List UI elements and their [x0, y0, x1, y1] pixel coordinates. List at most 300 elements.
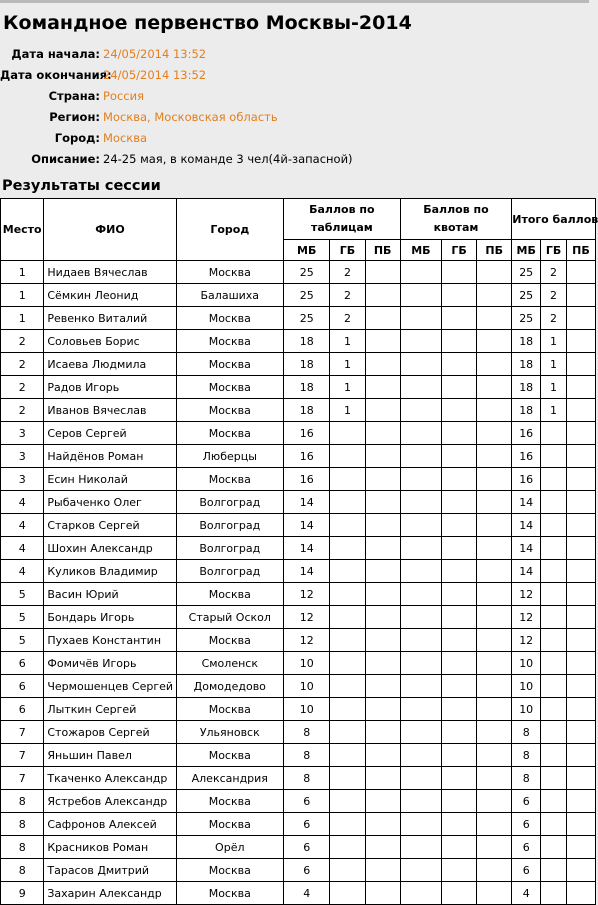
cell-tables-mb: 16 [283, 468, 329, 491]
cell-total-gb [541, 583, 567, 606]
cell-tables-gb [330, 698, 365, 721]
info-country [0, 86, 589, 107]
cell-place: 1 [1, 307, 44, 330]
cell-quotas-pb [477, 767, 512, 790]
cell-quotas-mb [400, 284, 441, 307]
cell-quotas-pb [477, 698, 512, 721]
cell-quotas-pb [477, 468, 512, 491]
cell-quotas-gb [442, 882, 477, 905]
cell-tables-gb [330, 790, 365, 813]
table-row [1, 537, 596, 560]
table-row [1, 859, 596, 882]
cell-tables-gb [330, 744, 365, 767]
cell-quotas-mb [400, 445, 441, 468]
header-gb: ГБ [330, 240, 365, 261]
cell-tables-pb [365, 652, 400, 675]
cell-tables-mb: 25 [283, 261, 329, 284]
cell-quotas-mb [400, 767, 441, 790]
cell-quotas-mb [400, 882, 441, 905]
cell-tables-mb: 10 [283, 698, 329, 721]
cell-name: Ревенко Виталий [44, 307, 176, 330]
cell-place: 7 [1, 744, 44, 767]
cell-name: Фомичёв Игорь [44, 652, 176, 675]
table-row [1, 652, 596, 675]
cell-quotas-pb [477, 583, 512, 606]
cell-quotas-gb [442, 261, 477, 284]
cell-tables-mb: 18 [283, 399, 329, 422]
cell-total-gb [541, 560, 567, 583]
info-city [0, 128, 589, 149]
cell-tables-gb [330, 813, 365, 836]
cell-city: Старый Оскол [176, 606, 283, 629]
cell-quotas-gb [442, 859, 477, 882]
cell-city: Ульяновск [176, 721, 283, 744]
cell-total-gb [541, 721, 567, 744]
header-by-tables: Баллов по таблицам [283, 199, 400, 240]
cell-place: 1 [1, 284, 44, 307]
cell-tables-gb [330, 721, 365, 744]
cell-tables-pb [365, 583, 400, 606]
cell-quotas-pb [477, 353, 512, 376]
cell-city: Волгоград [176, 491, 283, 514]
description-text: 24-25 мая, в команде 3 чел(4й-запасной) [103, 152, 353, 166]
cell-city: Балашиха [176, 284, 283, 307]
cell-quotas-mb [400, 399, 441, 422]
cell-total-pb [566, 491, 595, 514]
cell-name: Тарасов Дмитрий [44, 859, 176, 882]
table-row [1, 491, 596, 514]
info-description [0, 149, 589, 170]
cell-tables-pb [365, 399, 400, 422]
cell-quotas-pb [477, 790, 512, 813]
cell-quotas-pb [477, 514, 512, 537]
cell-total-mb: 14 [512, 514, 541, 537]
cell-total-mb: 14 [512, 491, 541, 514]
cell-place: 4 [1, 560, 44, 583]
cell-quotas-mb [400, 307, 441, 330]
cell-total-mb: 6 [512, 790, 541, 813]
cell-quotas-mb [400, 537, 441, 560]
cell-total-mb: 6 [512, 859, 541, 882]
cell-tables-mb: 18 [283, 330, 329, 353]
cell-quotas-gb [442, 353, 477, 376]
cell-total-pb [566, 744, 595, 767]
cell-place: 7 [1, 767, 44, 790]
cell-city: Москва [176, 629, 283, 652]
cell-tables-pb [365, 560, 400, 583]
cell-tables-pb [365, 744, 400, 767]
cell-name: Соловьев Борис [44, 330, 176, 353]
cell-quotas-pb [477, 560, 512, 583]
header-total: Итого баллов [512, 199, 596, 240]
cell-city: Москва [176, 698, 283, 721]
cell-total-gb [541, 491, 567, 514]
cell-quotas-gb [442, 560, 477, 583]
table-row [1, 376, 596, 399]
cell-tables-mb: 8 [283, 721, 329, 744]
cell-name: Васин Юрий [44, 583, 176, 606]
info-label: Город: [54, 131, 100, 145]
cell-quotas-gb [442, 514, 477, 537]
cell-tables-mb: 12 [283, 583, 329, 606]
cell-total-pb [566, 537, 595, 560]
cell-total-mb: 10 [512, 675, 541, 698]
cell-quotas-pb [477, 629, 512, 652]
cell-tables-mb: 12 [283, 606, 329, 629]
cell-quotas-pb [477, 445, 512, 468]
cell-quotas-pb [477, 330, 512, 353]
cell-total-pb [566, 284, 595, 307]
cell-quotas-gb [442, 744, 477, 767]
cell-place: 8 [1, 790, 44, 813]
cell-tables-gb [330, 652, 365, 675]
cell-quotas-mb [400, 813, 441, 836]
cell-quotas-mb [400, 629, 441, 652]
cell-total-gb: 1 [541, 376, 567, 399]
cell-quotas-pb [477, 606, 512, 629]
cell-place: 5 [1, 606, 44, 629]
cell-total-gb [541, 652, 567, 675]
header-gb: ГБ [541, 240, 567, 261]
cell-quotas-pb [477, 859, 512, 882]
cell-place: 9 [1, 882, 44, 905]
cell-total-gb [541, 698, 567, 721]
cell-total-mb: 6 [512, 813, 541, 836]
cell-tables-pb [365, 491, 400, 514]
cell-quotas-pb [477, 261, 512, 284]
cell-total-pb [566, 422, 595, 445]
cell-name: Серов Сергей [44, 422, 176, 445]
cell-tables-mb: 8 [283, 744, 329, 767]
table-row [1, 675, 596, 698]
cell-total-gb [541, 767, 567, 790]
cell-city: Люберцы [176, 445, 283, 468]
cell-quotas-gb [442, 721, 477, 744]
cell-city: Москва [176, 859, 283, 882]
info-end-date [0, 65, 589, 86]
cell-tables-gb: 1 [330, 376, 365, 399]
cell-tables-mb: 6 [283, 790, 329, 813]
cell-tables-gb [330, 859, 365, 882]
cell-tables-mb: 10 [283, 675, 329, 698]
info-label: Регион: [49, 110, 100, 124]
info-start-date [0, 44, 589, 65]
cell-tables-pb [365, 261, 400, 284]
cell-total-pb [566, 859, 595, 882]
cell-total-pb [566, 652, 595, 675]
cell-tables-pb [365, 859, 400, 882]
cell-total-gb [541, 744, 567, 767]
cell-tables-mb: 6 [283, 859, 329, 882]
cell-tables-gb: 2 [330, 307, 365, 330]
table-row [1, 698, 596, 721]
cell-total-gb: 1 [541, 330, 567, 353]
cell-quotas-mb [400, 790, 441, 813]
cell-quotas-gb [442, 376, 477, 399]
table-row [1, 284, 596, 307]
cell-place: 5 [1, 583, 44, 606]
cell-name: Куликов Владимир [44, 560, 176, 583]
table-row [1, 629, 596, 652]
cell-quotas-mb [400, 560, 441, 583]
cell-total-pb [566, 675, 595, 698]
cell-place: 4 [1, 537, 44, 560]
results-body [1, 261, 596, 905]
cell-name: Красников Роман [44, 836, 176, 859]
cell-tables-gb: 1 [330, 353, 365, 376]
cell-tables-pb [365, 376, 400, 399]
cell-tables-gb: 2 [330, 284, 365, 307]
cell-total-pb [566, 445, 595, 468]
cell-place: 1 [1, 261, 44, 284]
cell-quotas-gb [442, 629, 477, 652]
cell-city: Москва [176, 790, 283, 813]
cell-quotas-mb [400, 836, 441, 859]
cell-city: Москва [176, 261, 283, 284]
cell-total-gb [541, 514, 567, 537]
end-date-link[interactable]: 24/05/2014 13:52 [103, 68, 207, 82]
info-label: Дата начала: [11, 47, 100, 61]
cell-tables-gb: 1 [330, 330, 365, 353]
start-date-link[interactable]: 24/05/2014 13:52 [103, 47, 207, 61]
cell-total-mb: 25 [512, 261, 541, 284]
cell-total-pb [566, 767, 595, 790]
cell-name: Бондарь Игорь [44, 606, 176, 629]
cell-total-gb [541, 790, 567, 813]
cell-quotas-gb [442, 445, 477, 468]
cell-quotas-pb [477, 675, 512, 698]
cell-tables-gb: 2 [330, 261, 365, 284]
cell-tables-mb: 14 [283, 514, 329, 537]
cell-place: 4 [1, 491, 44, 514]
cell-quotas-gb [442, 698, 477, 721]
cell-total-mb: 8 [512, 744, 541, 767]
cell-tables-gb: 1 [330, 399, 365, 422]
cell-name: Найдёнов Роман [44, 445, 176, 468]
cell-total-mb: 14 [512, 560, 541, 583]
cell-total-mb: 18 [512, 376, 541, 399]
cell-tables-mb: 14 [283, 560, 329, 583]
header-pb: ПБ [365, 240, 400, 261]
cell-total-mb: 12 [512, 606, 541, 629]
info-region [0, 107, 589, 128]
cell-tables-pb [365, 767, 400, 790]
cell-total-pb [566, 813, 595, 836]
cell-tables-pb [365, 514, 400, 537]
cell-tables-mb: 10 [283, 652, 329, 675]
cell-quotas-mb [400, 261, 441, 284]
cell-quotas-mb [400, 652, 441, 675]
cell-tables-mb: 18 [283, 353, 329, 376]
cell-tables-pb [365, 629, 400, 652]
table-row [1, 767, 596, 790]
table-row [1, 307, 596, 330]
cell-tables-gb [330, 882, 365, 905]
table-row [1, 261, 596, 284]
cell-total-gb [541, 675, 567, 698]
cell-total-pb [566, 353, 595, 376]
results-table [0, 198, 596, 905]
header-city: Город [176, 199, 283, 261]
cell-city: Москва [176, 353, 283, 376]
cell-tables-gb [330, 468, 365, 491]
cell-quotas-pb [477, 491, 512, 514]
cell-name: Захарин Александр [44, 882, 176, 905]
cell-tables-mb: 25 [283, 284, 329, 307]
cell-city: Москва [176, 468, 283, 491]
cell-total-mb: 18 [512, 353, 541, 376]
cell-quotas-gb [442, 491, 477, 514]
cell-name: Сафронов Алексей [44, 813, 176, 836]
cell-total-mb: 8 [512, 767, 541, 790]
cell-tables-pb [365, 307, 400, 330]
cell-tables-gb [330, 560, 365, 583]
cell-total-mb: 10 [512, 698, 541, 721]
cell-quotas-mb [400, 330, 441, 353]
cell-tables-pb [365, 790, 400, 813]
cell-city: Москва [176, 307, 283, 330]
cell-tables-gb [330, 583, 365, 606]
cell-total-mb: 6 [512, 836, 541, 859]
cell-total-pb [566, 583, 595, 606]
header-pb: ПБ [566, 240, 595, 261]
cell-tables-pb [365, 445, 400, 468]
table-row [1, 330, 596, 353]
cell-total-pb [566, 307, 595, 330]
table-row [1, 790, 596, 813]
cell-city: Москва [176, 376, 283, 399]
cell-city: Москва [176, 422, 283, 445]
cell-quotas-gb [442, 606, 477, 629]
cell-quotas-gb [442, 537, 477, 560]
cell-tables-gb [330, 445, 365, 468]
cell-name: Ястребов Александр [44, 790, 176, 813]
cell-total-pb [566, 606, 595, 629]
info-label: Дата окончания: [0, 68, 112, 82]
cell-quotas-mb [400, 376, 441, 399]
cell-name: Шохин Александр [44, 537, 176, 560]
cell-tables-gb [330, 514, 365, 537]
cell-tables-pb [365, 330, 400, 353]
country-link[interactable]: Россия [103, 89, 145, 103]
cell-quotas-mb [400, 514, 441, 537]
cell-tables-mb: 16 [283, 445, 329, 468]
cell-tables-pb [365, 721, 400, 744]
cell-tables-gb [330, 606, 365, 629]
cell-total-pb [566, 721, 595, 744]
cell-tables-mb: 14 [283, 491, 329, 514]
cell-name: Сёмкин Леонид [44, 284, 176, 307]
info-label: Описание: [31, 152, 100, 166]
header-name: ФИО [44, 199, 176, 261]
cell-total-mb: 14 [512, 537, 541, 560]
cell-name: Пухаев Константин [44, 629, 176, 652]
cell-tables-pb [365, 698, 400, 721]
cell-city: Москва [176, 882, 283, 905]
cell-city: Москва [176, 583, 283, 606]
cell-quotas-mb [400, 468, 441, 491]
cell-city: Москва [176, 744, 283, 767]
cell-quotas-gb [442, 767, 477, 790]
cell-place: 2 [1, 399, 44, 422]
table-row [1, 583, 596, 606]
cell-place: 8 [1, 836, 44, 859]
header-place: Место [1, 199, 44, 261]
cell-quotas-mb [400, 744, 441, 767]
cell-quotas-gb [442, 307, 477, 330]
cell-quotas-gb [442, 468, 477, 491]
cell-tables-gb [330, 491, 365, 514]
cell-total-mb: 18 [512, 330, 541, 353]
cell-quotas-mb [400, 583, 441, 606]
cell-total-gb: 2 [541, 261, 567, 284]
cell-name: Рыбаченко Олег [44, 491, 176, 514]
cell-tables-pb [365, 353, 400, 376]
cell-place: 2 [1, 353, 44, 376]
cell-total-gb [541, 882, 567, 905]
page-title: Командное первенство Москвы-2014 [3, 12, 412, 34]
cell-total-gb [541, 859, 567, 882]
cell-total-mb: 4 [512, 882, 541, 905]
cell-city: Смоленск [176, 652, 283, 675]
cell-place: 6 [1, 675, 44, 698]
cell-name: Чермошенцев Сергей [44, 675, 176, 698]
cell-total-pb [566, 376, 595, 399]
cell-city: Домодедово [176, 675, 283, 698]
cell-city: Александрия [176, 767, 283, 790]
cell-total-mb: 25 [512, 307, 541, 330]
cell-city: Волгоград [176, 514, 283, 537]
header-mb: МБ [283, 240, 329, 261]
cell-tables-mb: 18 [283, 376, 329, 399]
cell-total-mb: 16 [512, 422, 541, 445]
cell-quotas-mb [400, 859, 441, 882]
cell-quotas-pb [477, 744, 512, 767]
cell-tables-pb [365, 813, 400, 836]
cell-tables-mb: 16 [283, 422, 329, 445]
table-row [1, 744, 596, 767]
cell-tables-pb [365, 882, 400, 905]
cell-quotas-gb [442, 790, 477, 813]
cell-tables-mb: 4 [283, 882, 329, 905]
cell-quotas-pb [477, 652, 512, 675]
cell-total-gb: 2 [541, 284, 567, 307]
region-link[interactable]: Москва, Московская область [103, 110, 278, 124]
city-link[interactable]: Москва [103, 131, 148, 145]
cell-total-gb: 1 [541, 353, 567, 376]
cell-total-pb [566, 514, 595, 537]
cell-total-gb [541, 836, 567, 859]
tournament-info [0, 44, 589, 170]
header-gb: ГБ [442, 240, 477, 261]
cell-quotas-gb [442, 836, 477, 859]
cell-tables-mb: 6 [283, 813, 329, 836]
cell-total-pb [566, 629, 595, 652]
cell-quotas-pb [477, 721, 512, 744]
cell-city: Москва [176, 330, 283, 353]
cell-quotas-gb [442, 330, 477, 353]
cell-total-gb: 1 [541, 399, 567, 422]
cell-total-gb [541, 629, 567, 652]
cell-total-pb [566, 836, 595, 859]
table-row [1, 445, 596, 468]
cell-total-mb: 18 [512, 399, 541, 422]
cell-total-mb: 8 [512, 721, 541, 744]
table-row [1, 606, 596, 629]
table-row [1, 882, 596, 905]
cell-tables-pb [365, 836, 400, 859]
cell-total-pb [566, 468, 595, 491]
